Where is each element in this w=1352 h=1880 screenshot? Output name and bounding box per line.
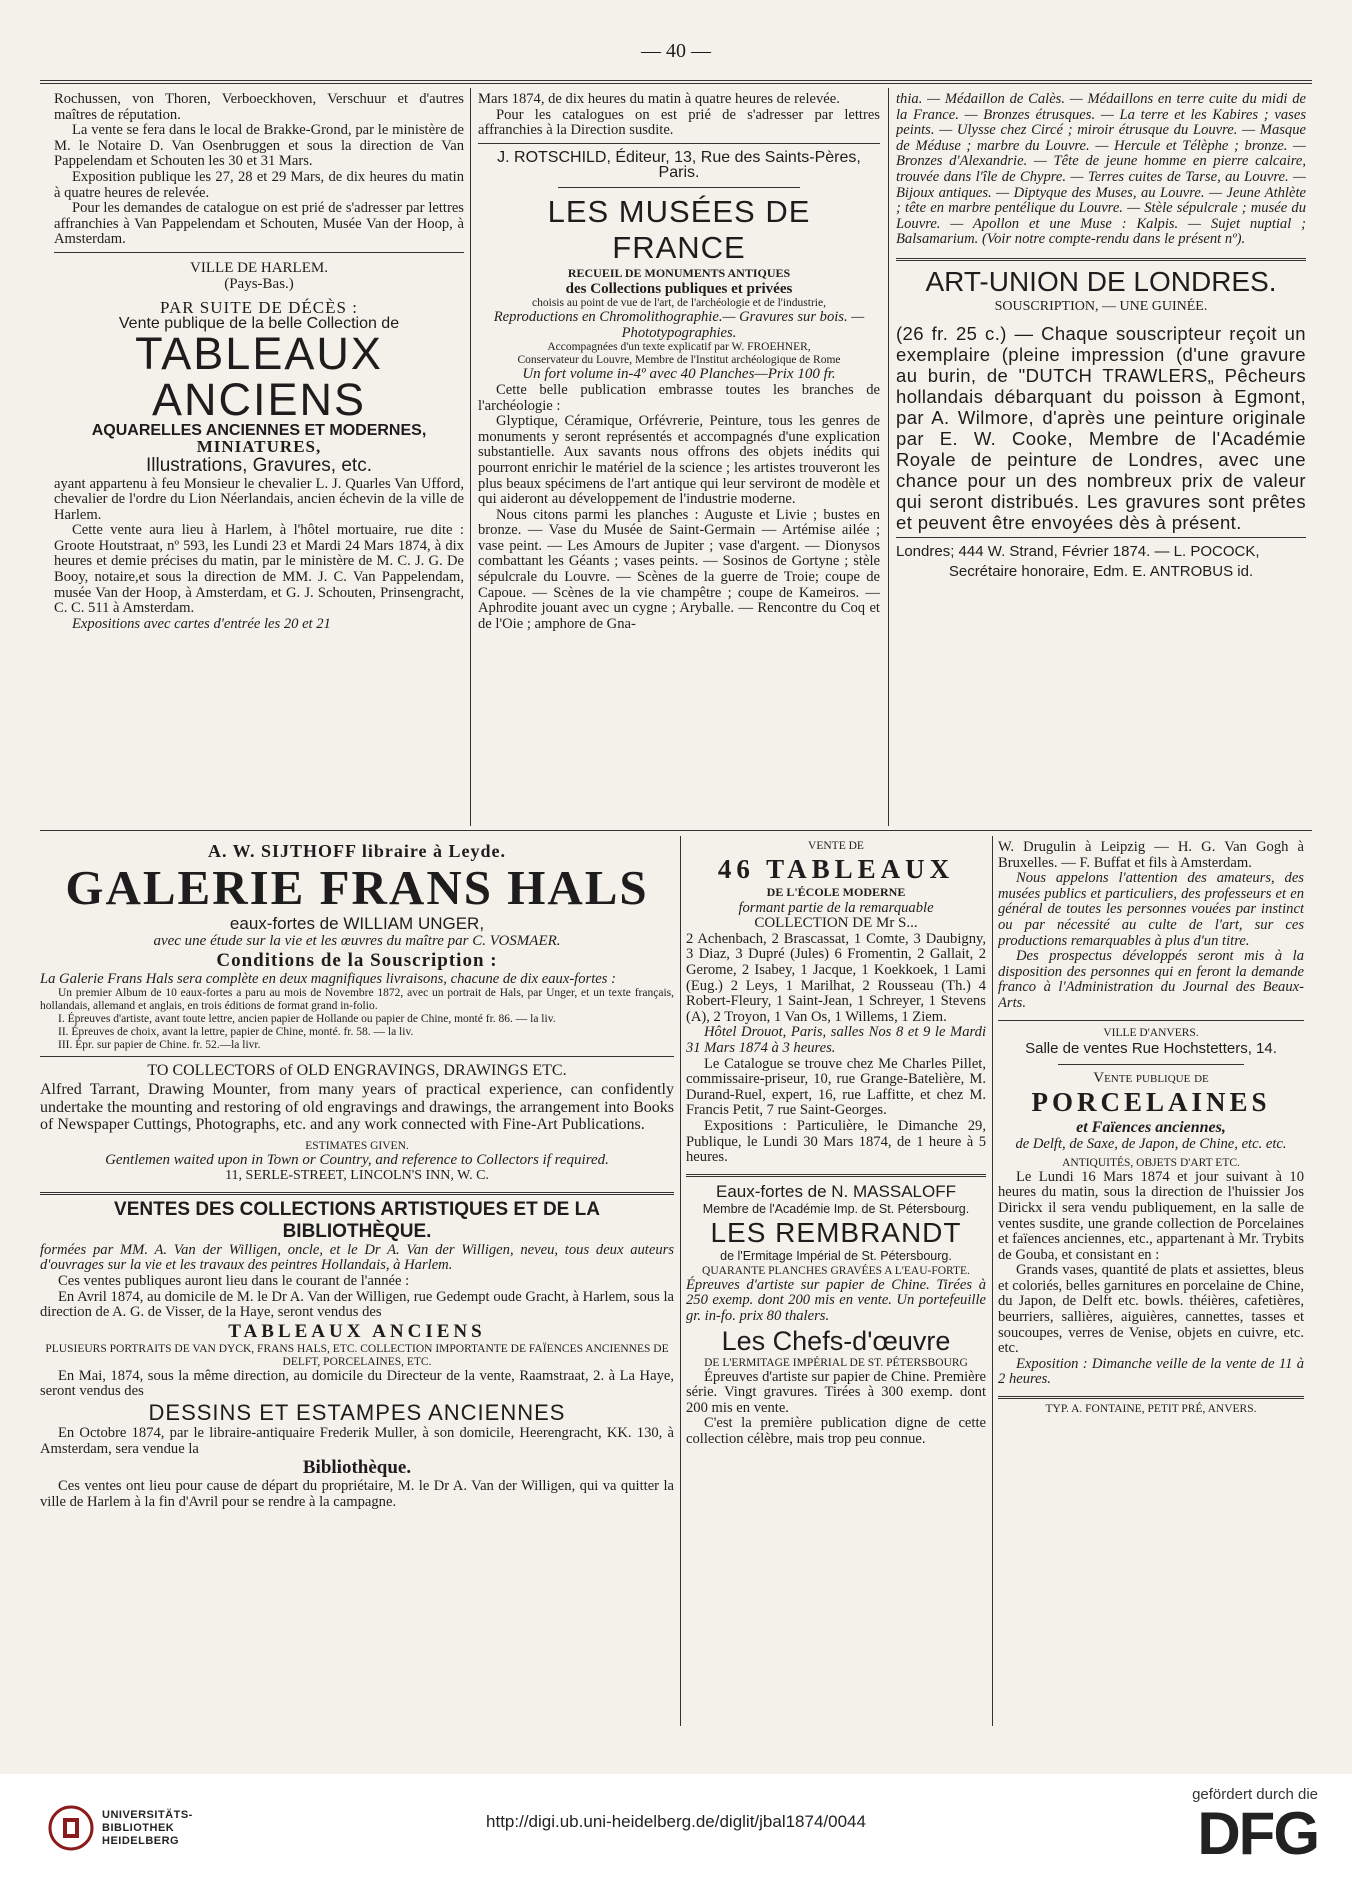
- paragraph: Ces ventes publiques auront lieu dans le courant de l'année :: [58, 1273, 410, 1290]
- column-3: [896, 92, 1306, 826]
- list-item: III. Épr. sur papier de Chine. fr. 52.—la livr.: [58, 1039, 261, 1052]
- ubh-line: HEIDELBERG: [102, 1834, 180, 1847]
- text: avec une étude sur la vie et les œuvres du maître par C. VOSMAER.: [153, 933, 561, 949]
- text: Gentlemen waited upon in Town or Country, and reference to Collectors if required.: [105, 1151, 609, 1168]
- paragraph: En Avril 1874, au domicile de M. le Dr A. Van der Willigen, rue Gedempt oude Gracht, à Harlem, sous la direction de A. G. de Visser, de la Haye, seront vendus des: [40, 1288, 674, 1321]
- heading: Conditions de la Souscription :: [216, 949, 498, 971]
- column-divider: [888, 88, 889, 826]
- text: Secrétaire honoraire, Edm. E. ANTROBUS id.: [948, 562, 1254, 580]
- text: Membre de l'Académie Imp. de St. Pétersbourg.: [702, 1201, 970, 1216]
- paragraph: Le Catalogue se trouve chez Me Charles Pillet, commissaire-priseur, 10, rue Grange-Batelière, M. Durand-Ruel, expert, 16, rue Laffitte, et chez M. Francis Petit, 7 rue Saint-Georges.: [686, 1055, 986, 1119]
- divider: [1058, 1064, 1244, 1065]
- headline: PORCELAINES: [1031, 1087, 1271, 1118]
- text: VILLE D'ANVERS.: [1103, 1026, 1199, 1039]
- text: ANTIQUITÉS, OBJETS D'ART ETC.: [1062, 1156, 1240, 1169]
- page-number: — 40 —: [641, 40, 711, 62]
- heading: AQUARELLES ANCIENNES ET MODERNES,: [91, 422, 427, 440]
- text: Londres; 444 W. Strand, Février 1874. — L. POCOCK,: [896, 542, 1260, 560]
- headline: LES MUSÉES DE FRANCE: [547, 193, 811, 265]
- heading: (Pays-Bas.): [224, 275, 294, 292]
- section-rule: [40, 830, 1312, 831]
- divider: [896, 537, 1306, 538]
- headline: ART-UNION DE LONDRES.: [925, 265, 1277, 297]
- heading: TABLEAUX ANCIENS: [228, 1320, 486, 1342]
- paragraph: Épreuves d'artiste sur papier de Chine. Première série. Vingt gravures. Tirées à 300 exemp. dont 200 mis en vente.: [686, 1368, 986, 1416]
- heading: DE L'ÉCOLE MODERNE: [766, 885, 906, 899]
- paragraph: Expositions : Particulière, le Dimanche 29, Publique, le Lundi 30 Mars 1874, de 1 heure à 5 heures.: [686, 1117, 986, 1166]
- heading: Vente publique de la belle Collection de: [118, 314, 400, 332]
- headline: GALERIE FRANS HALS: [65, 860, 649, 915]
- column-divider: [680, 836, 681, 1726]
- paragraph: La vente se fera dans le local de Brakke-Grond, par le ministère de M. le Notaire D. Van Osenbruggen et sous la direction de Van Pappelendam et Schouten les 30 et 31 Mars.: [54, 122, 464, 170]
- text: Conservateur du Louvre, Membre de l'Institut archéologique de Rome: [517, 354, 841, 367]
- paragraph: Alfred Tarrant, Drawing Mounter, from many years of practical experience, can confidently undertake the mounting and restoring of old engravings and drawings, the arrangement into Books of Newspaper Cuttings, Photographs, etc. and any work connected with Fine-Art Publications.: [40, 1081, 674, 1134]
- paragraph: Un premier Album de 10 eaux-fortes a paru au mois de Novembre 1872, avec un portrait de Hals, par Unger, et un texte français, hollandais, allemand et anglais, en trois éditions de format grand in-folio.: [40, 987, 674, 1013]
- paragraph: Grands vases, quantité de plats et assiettes, bleus et coloriés, belles garnitures en porcelaine de Chine, du Japon, de Delft etc. bowls. théières, cafetières, beurriers, sallières, aiguières, cannettes, tasses et soucoupes, verres de Venise, objets en cuivre, etc. etc.: [998, 1262, 1304, 1357]
- heading: Bibliothèque.: [302, 1457, 412, 1479]
- headline: 46 TABLEAUX: [717, 854, 955, 884]
- paragraph: Nous citons parmi les planches : Auguste et Livie ; bustes en bronze. — Vase du Musée de Saint-Germain — Artémise ailée ; vase peint. — Les Amours de Jupiter ; vase d'argent. — Dionysos combattant les Géants ; vases peints. — Sosinos de Gortyne ; stèle sépulcrale du Louvre. — Scènes de la guerre de Troie; coupe de Capoue. — Scènes de la vie champêtre ; coupe de Kameiros. — Aphrodite jouant avec un cygne ; Aryballe. — Rencontre du Coq et de l'Oie ; amphore de Gna-: [478, 506, 880, 632]
- paragraph: ayant appartenu à feu Monsieur le chevalier L. J. Quarles Van Ufford, chevalier de l'ordre du Lion Néerlandais, ancien échevin de la ville de Harlem.: [54, 475, 464, 523]
- divider: [896, 258, 1306, 261]
- paragraph: Mars 1874, de dix heures du matin à quatre heures de relevée.: [478, 92, 840, 107]
- dfg-support-text: gefördert durch die: [1192, 1786, 1318, 1803]
- text: VENTE DE: [808, 840, 864, 852]
- paragraph: Cette vente aura lieu à Harlem, à l'hôtel mortuaire, rue dite : Groote Houtstraat, nº 593, les Lundi 23 et Mardi 24 Mars 1874, à dix heures et demie précises du matin, par le ministère de M. C. J. G. De Booy, notaire,et sous la direction de MM. J. C. Van Pappelendam, musée Van der Hoop, à Amsterdam, et G. J. Schouten, Prinsengracht, C. C. 511 à Amsterdam.: [54, 522, 464, 617]
- paragraph: Des prospectus développés seront mis à la disposition des personnes qui en feront la demande franco à l'Administration du Journal des Beaux-Arts.: [998, 948, 1304, 1011]
- headline: LES REMBRANDT: [710, 1217, 962, 1249]
- dfg-logo[interactable]: [1192, 1786, 1318, 1865]
- source-url[interactable]: http://digi.ub.uni-heidelberg.de/diglit/jbal1874/0044: [486, 1812, 866, 1831]
- list-item: I. Épreuves d'artiste, avant toute lettre, ancien papier de Hollande ou papier de Chine, monté fr. 86. — la liv.: [58, 1013, 556, 1026]
- dfg-wordmark: DFG: [1197, 1800, 1318, 1867]
- paragraph: Cette belle publication embrasse toutes les branches de l'archéologie :: [478, 381, 880, 414]
- heading: Illustrations, Gravures, etc.: [146, 454, 372, 476]
- top-rule: [40, 80, 1312, 81]
- paragraph: Épreuves d'artiste sur papier de Chine. Tirées à 250 exemp. dont 200 mis en vente. Un portefeuille gr. in-fo. prix 80 thalers.: [686, 1276, 986, 1325]
- headline: Les Chefs-d'œuvre: [721, 1325, 951, 1356]
- paragraph: En Mai, 1874, sous la même direction, au domicile du Directeur de la vente, Raamstraat, 2. à La Haye, seront vendus des: [40, 1367, 674, 1400]
- paragraph: Pour les catalogues on est prié de s'adresser par lettres affranchies à la Direction susdite.: [478, 106, 880, 139]
- heading: eaux-fortes de WILLIAM UNGER,: [229, 914, 485, 933]
- headline: VENTES DES COLLECTIONS ARTISTIQUES ET DE LA BIBLIOTHÈQUE.: [114, 1198, 600, 1242]
- list-item: II. Épreuves de choix, avant la lettre, papier de Chine, monté. fr. 58. — la liv.: [58, 1026, 414, 1039]
- text: ESTIMATES GIVEN.: [305, 1139, 409, 1152]
- paragraph: Exposition : Dimanche veille de la vente de 11 à 2 heures.: [998, 1355, 1304, 1388]
- text: Reproductions en Chromolithographie.— Gravures sur bois. — Phototypographies.: [493, 309, 865, 341]
- column-2: [478, 92, 880, 826]
- text: Vente publique de: [1093, 1069, 1209, 1086]
- paragraph: formées par MM. A. Van der Willigen, oncle, et le Dr A. Van der Willigen, neveu, tous deux auteurs d'ouvrages sur la vie et les travaux des peintres Hollandais, à Harlem.: [40, 1241, 674, 1274]
- paragraph: thia. — Médaillon de Calès. — Médaillons en terre cuite du midi de la France. — Bronzes étrusques. — La terre et les Kabires ; vases peints. — Ulysse chez Circé ; miroir étrusque du Louvre. — Masque de Méduse ; marbre du Louvre. — Hercule et Télèphe ; bronze. — Bronzes d'Alexandrie. — Tête de jeune homme en pierre calcaire, trouvée dans l'île de Chypre. — Terres cuites de Tarse, au Louvre. — Bijoux antiques. — Diptyque des Muses, au Louvre. — Jeune Athlète ; tête en marbre pentélique du Louvre. — Stèle sépulcrale ; musée du Louvre. — Apollon et une Muse : Kalpis. — Sujet nuptial ; Balsamarium. (Voir notre compte-rendu dans le présent nº).: [896, 92, 1306, 248]
- heading: DESSINS ET ESTAMPES ANCIENNES: [148, 1400, 566, 1426]
- paragraph: Ces ventes ont lieu pour cause de départ du propriétaire, M. le Dr A. Van der Willigen, qui va quitter la ville de Harlem à la fin d'Avril pour se rendre à la campagne.: [40, 1478, 674, 1510]
- paragraph: Nous appelons l'attention des amateurs, des musées publics et particuliers, des professeurs et en général de toutes les personnes vouées par instinct ou par nécessité au culte de l'art, sur ces productions remarquables à plus d'un titre.: [998, 870, 1304, 949]
- heading: VILLE DE HARLEM.: [190, 259, 328, 276]
- paragraph: En Octobre 1874, par le libraire-antiquaire Frederik Muller, à son domicile, Heerengracht, KK. 130, à Amsterdam, sera vendue la: [40, 1425, 674, 1457]
- paragraph: Rochussen, von Thoren, Verboeckhoven, Verschuur et d'autres maîtres de réputation.: [54, 92, 464, 123]
- heading: A. W. SIJTHOFF libraire à Leyde.: [207, 841, 507, 861]
- paragraph: W. Drugulin à Leipzig — H. G. Van Gogh à Bruxelles. — F. Buffat et fils à Amsterdam.: [998, 840, 1304, 871]
- divider: [40, 1056, 674, 1057]
- heading: MINIATURES,: [196, 436, 322, 456]
- heading: RECUEIL DE MONUMENTS ANTIQUES: [567, 265, 791, 280]
- heading: PAR SUITE DE DÉCÈS :: [160, 298, 358, 318]
- column-1: [54, 92, 464, 826]
- text: de Delft, de Saxe, de Japon, de Chine, etc. etc.: [1015, 1136, 1287, 1153]
- left-bottom-section: [40, 840, 674, 1720]
- column-divider: [470, 88, 471, 826]
- divider: [998, 1020, 1304, 1021]
- text: Un fort volume in-4º avec 40 Planches—Prix 100 fr.: [522, 366, 836, 383]
- paragraph: Exposition publique les 27, 28 et 29 Mars, de dix heures du matin à quatre heures de relevée.: [54, 168, 464, 201]
- heading: Eaux-fortes de N. MASSALOFF: [716, 1181, 956, 1201]
- text: Accompagnées d'un texte explicatif par W. FROEHNER,: [547, 341, 811, 354]
- heading: SOUSCRIPTION, — UNE GUINÉE.: [994, 298, 1208, 314]
- divider: [478, 143, 880, 144]
- publisher: J. ROTSCHILD, Éditeur, 13, Rue des Saints-Pères, Paris.: [497, 148, 861, 182]
- paragraph: Glyptique, Céramique, Orfévrerie, Peinture, tous les genres de monuments y seront représentés et accompagnés d'une explication substantielle. Aux savants nous offrons des objets inédits qui pourront enrichir le matériel de la science ; les artistes trouveront les plus beaux spécimens de l'art antique qui leur serviront de modèle et qui aideront au développement de l'industrie moderne.: [478, 413, 880, 508]
- headline: TABLEAUX ANCIENS: [135, 328, 383, 426]
- paragraph: C'est la première publication digne de cette collection célèbre, mais trop peu connue.: [686, 1415, 986, 1448]
- text: PLUSIEURS PORTRAITS DE VAN DYCK, FRANS HALS, ETC. COLLECTION IMPORTANTE DE FAÏENCES ANCIENNES DE DELFT, PORCELAINES, ETC.: [45, 1342, 669, 1368]
- paragraph: Hôtel Drouot, Paris, salles Nos 8 et 9 le Mardi 31 Mars 1874 à 3 heures.: [686, 1024, 986, 1056]
- ubh-line: UNIVERSITÄTS-: [102, 1808, 193, 1821]
- paragraph: Le Lundi 16 Mars 1874 et jour suivant à 10 heures du matin, sous la direction de l'huissier Jos Dirickx il sera vendu publiquement, en la salle de ventes susdite, une grande collection de Porcelaines et faïences anciennes, etc., appartenant à Mr. Trybits de Gouba, et consistant en :: [998, 1168, 1304, 1263]
- paragraph: (26 fr. 25 c.) — Chaque souscripteur reçoit un exemplaire (pleine impression (d'une gravure au burin, de "DUTCH TRAWLERS„ Pêcheurs hollandais débarquant du poisson à Egmont, par A. Wilmore, d'après une peinture originale par E. W. Cooke, Membre de l'Académie Royale de peinture de Londres, avec une chance pour un des nombreux prix de valeur qui seront distribués. Les gravures sont prêtes et peuvent être envoyées dès à présent.: [896, 322, 1306, 533]
- text: choisis au point de vue de l'art, de l'archéologie et de l'industrie,: [532, 297, 826, 310]
- paragraph: Expositions avec cartes d'entrée les 20 et 21: [72, 615, 331, 632]
- divider: [558, 187, 800, 188]
- column-divider: [992, 836, 993, 1726]
- text: de l'Ermitage Impérial de St. Pétersbourg.: [720, 1249, 952, 1264]
- text: Salle de ventes Rue Hochstetters, 14.: [1025, 1039, 1277, 1057]
- divider: [998, 1396, 1304, 1399]
- divider: [54, 252, 464, 253]
- viewer-footer: [0, 1774, 1352, 1880]
- paragraph: La Galerie Frans Hals sera complète en deux magnifiques livraisons, chacune de dix eaux-fortes :: [40, 970, 616, 987]
- ubh-line: BIBLIOTHEK: [102, 1821, 175, 1834]
- text: DE L'ERMITAGE IMPÉRIAL DE ST. PÉTERSBOURG: [704, 1356, 968, 1369]
- top-rule-2: [40, 83, 1312, 84]
- text: TYP. A. FONTAINE, PETIT PRÉ, ANVERS.: [1045, 1403, 1257, 1416]
- middle-bottom-section: [686, 840, 986, 1720]
- text: QUARANTE PLANCHES GRAVÉES A L'EAU-FORTE.: [702, 1264, 970, 1277]
- right-bottom-section: [998, 840, 1304, 1720]
- text: COLLECTION DE Mr S...: [754, 915, 918, 932]
- paragraph: 2 Achenbach, 2 Brascassat, 1 Comte, 3 Daubigny, 3 Diaz, 3 Dupré (Jules) 6 Fromentin, 2 Gallait, 2 Gerome, 2 Isabey, 1 Jacque, 1 Koekkoek, 1 Lami (Eug.) 2 Leys, 1 Marilhat, 2 Rousseau (Th.) 4 Robert-Fleury, 1 Saint-Jean, 1 Schreyer, 1 Stevens (A), 2 Troyon, 1 Van Os, 1 Willems, 1 Ziem.: [686, 930, 986, 1025]
- divider: [40, 1192, 674, 1195]
- text: formant partie de la remarquable: [738, 899, 934, 916]
- text: 11, SERLE-STREET, LINCOLN'S INN, W. C.: [225, 1168, 489, 1184]
- divider: [686, 1174, 986, 1177]
- heading: et Faïences anciennes,: [1076, 1119, 1226, 1137]
- paragraph: Pour les demandes de catalogue on est prié de s'adresser par lettres affranchies à Van Pappelendam et Schouten, Musée Van der Hoop, à Amsterdam.: [54, 200, 464, 248]
- heading: des Collections publiques et privées: [565, 280, 793, 297]
- heading: TO COLLECTORS of OLD ENGRAVINGS, DRAWINGS ETC.: [147, 1062, 567, 1080]
